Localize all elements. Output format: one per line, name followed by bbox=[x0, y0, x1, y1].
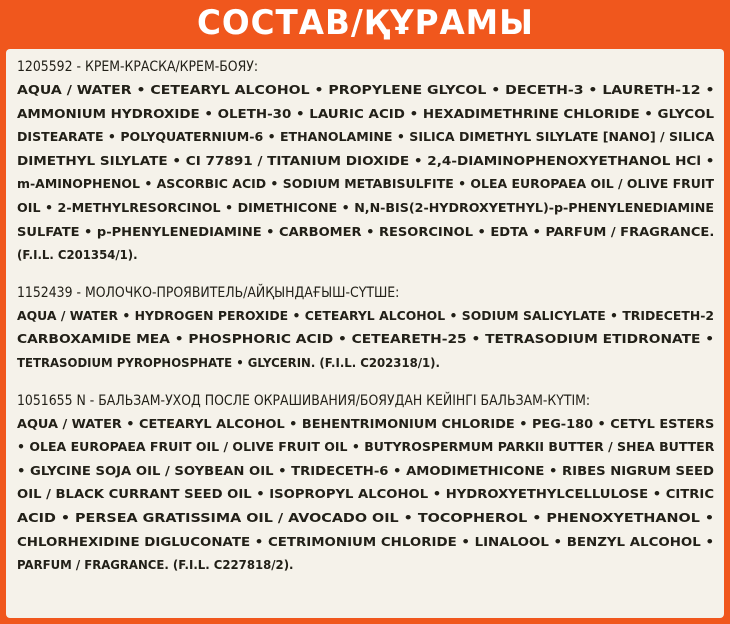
ingredient-line: DIMETHYL SILYLATE • CI 77891 / TITANIUM DIOXIDE • 2,4-DIAMINOPHENOXYETHANOL HCl • bbox=[17, 152, 715, 168]
ingredient-line: AMMONIUM HYDROXIDE • OLETH-30 • LAURIC ACID • HEXADIMETHRINE CHLORIDE • GLYCOL bbox=[17, 105, 715, 121]
section-heading: 1205592 - КРЕМ-КРАСКА/КРЕМ-БОЯУ: bbox=[17, 58, 259, 75]
ingredient-line: SULFATE • p-PHENYLENEDIAMINE • CARBOMER • RESORCINOL • EDTA • PARFUM / FRAGRANCE. bbox=[17, 223, 715, 239]
ingredient-line: CARBOXAMIDE MEA • PHOSPHORIC ACID • CETEARETH-25 • TETRASODIUM ETIDRONATE • bbox=[17, 331, 715, 347]
ingredient-line: AQUA / WATER • HYDROGEN PEROXIDE • CETEARYL ALCOHOL • SODIUM SALICYLATE • TRIDECETH-2 bbox=[17, 307, 715, 323]
section-heading: 1051655 N - БАЛЬЗАМ-УХОД ПОСЛЕ ОКРАШИВАНИЯ/БОЯУДАН КЕЙІНГІ БАЛЬЗАМ-КҮТІМ: bbox=[17, 391, 591, 409]
ingredient-line: OIL • 2-METHYLRESORCINOL • DIMETHICONE • N,N-BIS(2-HYDROXYETHYL)-p-PHENYLENEDIAMINE bbox=[17, 199, 714, 215]
ingredients-section-conditioner bbox=[17, 389, 714, 577]
ingredient-line: m-AMINOPHENOL • ASCORBIC ACID • SODIUM METABISULFITE • OLEA EUROPAEA OIL / OLIVE FRUIT bbox=[17, 176, 715, 192]
title-banner bbox=[0, 0, 730, 46]
ingredient-line: PARFUM / FRAGRANCE. (F.I.L. C227818/2). bbox=[17, 557, 294, 573]
ingredients-panel bbox=[6, 49, 724, 618]
ingredient-line: TETRASODIUM PYROPHOSPHATE • GLYCERIN. (F.I.L. C202318/1). bbox=[17, 354, 440, 370]
ingredient-line: (F.I.L. C201354/1). bbox=[17, 247, 138, 263]
ingredient-line: AQUA / WATER • CETEARYL ALCOHOL • PROPYLENE GLYCOL • DECETH-3 • LAURETH-12 • bbox=[17, 82, 715, 97]
ingredients-section-color-cream bbox=[17, 55, 714, 267]
ingredient-line: OIL / BLACK CURRANT SEED OIL • ISOPROPYL ALCOHOL • HYDROXYETHYLCELLULOSE • CITRIC bbox=[17, 486, 715, 502]
ingredient-line: • OLEA EUROPAEA FRUIT OIL / OLIVE FRUIT OIL • BUTYROSPERMUM PARKII BUTTER / SHEA BUTTER bbox=[17, 439, 715, 455]
section-heading: 1152439 - МОЛОЧКО-ПРОЯВИТЕЛЬ/АЙҚЫНДАҒЫШ-СҮТШЕ: bbox=[17, 283, 400, 301]
ingredient-line: AQUA / WATER • CETEARYL ALCOHOL • BEHENTRIMONIUM CHLORIDE • PEG-180 • CETYL ESTERS bbox=[17, 415, 715, 431]
ingredient-line: CHLORHEXIDINE DIGLUCONATE • CETRIMONIUM CHLORIDE • LINALOOL • BENZYL ALCOHOL • bbox=[17, 533, 715, 549]
ingredients-section-developer bbox=[17, 281, 714, 375]
ingredient-line: DISTEARATE • POLYQUATERNIUM-6 • ETHANOLAMINE • SILICA DIMETHYL SILYLATE [NANO] / SILICA bbox=[17, 129, 715, 145]
label-title: СОСТАВ/ҚҰРАМЫ bbox=[196, 3, 534, 43]
ingredient-line: ACID • PERSEA GRATISSIMA OIL / AVOCADO OIL • TOCOPHEROL • PHENOXYETHANOL • bbox=[17, 509, 715, 525]
ingredient-line: • GLYCINE SOJA OIL / SOYBEAN OIL • TRIDECETH-6 • AMODIMETHICONE • RIBES NIGRUM SEED bbox=[17, 462, 714, 478]
